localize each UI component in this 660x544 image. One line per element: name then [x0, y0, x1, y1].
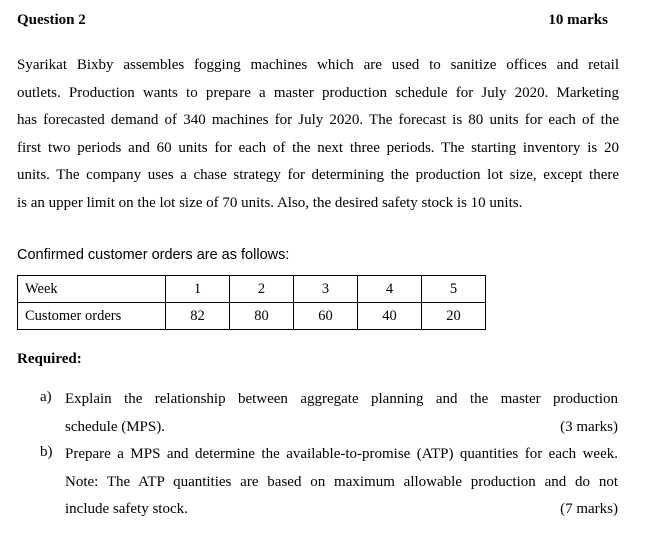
item-last-line: [65, 417, 618, 445]
item-line: Note: The ATP quantities are based on maximum allowable production and do not: [65, 473, 618, 490]
item-marker: b): [40, 444, 53, 460]
item-line: Explain the relationship between aggregate planning and the master production: [65, 391, 618, 407]
paragraph-line: Syarikat Bixby assembles fogging machines which are used to sanitize offices and retail: [17, 57, 619, 73]
item-marks: (7 marks): [560, 501, 618, 518]
week-cell: 1: [166, 276, 230, 303]
order-cell: 40: [358, 303, 422, 330]
row-label-customer-orders: Customer orders: [18, 303, 166, 330]
order-cell: 60: [294, 303, 358, 330]
item-body: [65, 444, 618, 527]
scenario-paragraph: [17, 52, 619, 218]
paragraph-line: first two periods and 60 units for each of the next three periods. The starting inventory is 20: [17, 139, 619, 156]
order-cell: 80: [230, 303, 294, 330]
item-marks: (3 marks): [560, 418, 618, 435]
order-cell: 82: [166, 303, 230, 330]
item-marker: a): [40, 389, 52, 405]
order-cell: 20: [422, 303, 486, 330]
orders-caption: Confirmed customer orders are as follows:: [17, 247, 290, 263]
paragraph-line: has forecasted demand of 340 machines for July 2020. The forecast is 80 units for each of the: [17, 112, 619, 129]
week-cell: 5: [422, 276, 486, 303]
item-body: [65, 389, 618, 444]
week-cell: 4: [358, 276, 422, 303]
question-header: [17, 10, 608, 30]
question-title: Question 2: [17, 11, 86, 28]
row-label-week: Week: [18, 276, 166, 303]
required-heading: Required:: [17, 351, 82, 367]
table-row-customer-orders: [18, 303, 486, 330]
question-marks: 10 marks: [548, 11, 608, 28]
item-line: Prepare a MPS and determine the available-to-promise (ATP) quantities for each week.: [65, 446, 618, 462]
paragraph-line: outlets. Production wants to prepare a master production schedule for July 2020. Marketing: [17, 84, 619, 101]
item-line: schedule (MPS).: [65, 418, 165, 435]
item-last-line: [65, 499, 618, 527]
week-cell: 2: [230, 276, 294, 303]
paragraph-line: is an upper limit on the lot size of 70 units. Also, the desired safety stock is 10 units.: [17, 194, 523, 211]
week-cell: 3: [294, 276, 358, 303]
table-row-week: [18, 276, 486, 303]
paragraph-line: units. The company uses a chase strategy for determining the production lot size, except there: [17, 167, 619, 184]
item-line: include safety stock.: [65, 501, 188, 518]
customer-orders-table: [17, 275, 486, 330]
